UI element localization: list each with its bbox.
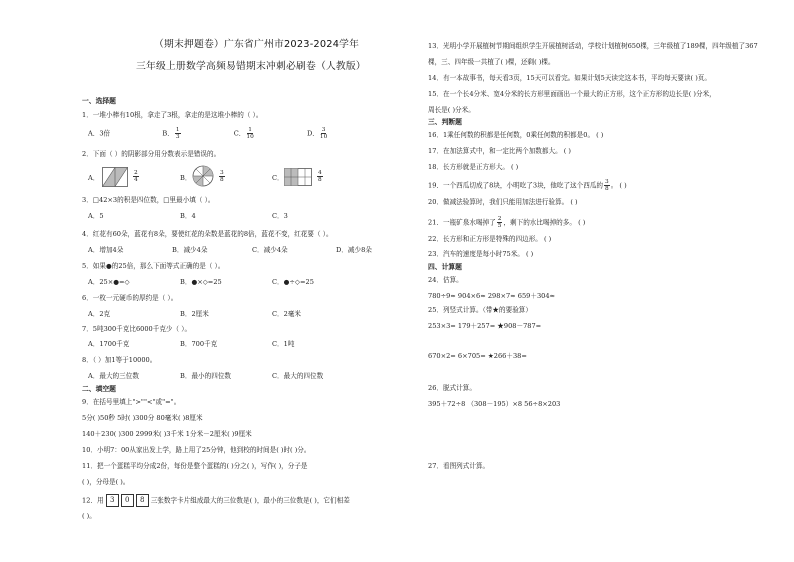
q5-option-a: A．25×●=◇ bbox=[88, 278, 130, 286]
q6-option-a: A．2克 bbox=[88, 310, 111, 318]
q6-option-c: C．2毫米 bbox=[272, 310, 302, 318]
q3-stem: 3．□42×3的积是四位数，□里最小填（ ）。 bbox=[82, 196, 215, 204]
q13-line-2: 棵，三、四年级一共植了( )棵，还剩( )棵。 bbox=[428, 58, 555, 66]
q12-card-3: 8 bbox=[136, 494, 149, 507]
q26-title: 26．脱式计算。 bbox=[428, 384, 476, 392]
q3-option-a: A．5 bbox=[88, 212, 104, 220]
q2-figure-b bbox=[192, 165, 214, 187]
q12-line-1: 12．用 3 0 8 三张数字卡片组成最大的三位数是( )，最小的三位数是( )，它们相差 bbox=[82, 494, 350, 507]
q20-line-1: 20．做减法验算时，我们只能用加法进行验算。 ( ) bbox=[428, 198, 578, 206]
section-choice: 一、选择题 bbox=[82, 97, 116, 105]
q8-option-b: B．最小的四位数 bbox=[180, 372, 232, 380]
q1-frac-b: $\frac{1}{3}$ bbox=[175, 127, 180, 141]
q24-title: 24．估算。 bbox=[428, 276, 463, 284]
q5-stem: 5．如果●的25倍，那么下面等式正确的是（ ）。 bbox=[82, 262, 225, 270]
q25-row-2: 670×2= 6×705= ★266＋38= bbox=[428, 352, 527, 360]
q7-option-c: C．1吨 bbox=[272, 340, 295, 348]
q18-line-1: 18．长方形就是正方形大。 ( ) bbox=[428, 163, 519, 171]
section-calc: 四、计算题 bbox=[428, 263, 462, 271]
q4-option-d: D．减少8朵 bbox=[336, 246, 372, 254]
q21-line-1: 21．一瓶矿泉水喝掉了 $\frac{2}{5}$ ，剩下的水比喝掉的多。 ( ) bbox=[428, 216, 586, 230]
q27-title: 27．看图列式计算。 bbox=[428, 462, 490, 470]
q6-stem: 6．一枚一元硬币的厚约是（ ）。 bbox=[82, 294, 178, 302]
q7-stem: 7．5吨300千克比6000千克少（ ）。 bbox=[82, 325, 192, 333]
q2-option-c-label: C． bbox=[272, 174, 284, 182]
q22-line-1: 22．长方形和正方形是特殊的四边形。 ( ) bbox=[428, 235, 552, 243]
q23-line-1: 23．汽车的速度是每小时75米。 ( ) bbox=[428, 250, 534, 258]
q2-frac-a: $\frac{2}{4}$ bbox=[134, 170, 138, 184]
q2-frac-c: $\frac{4}{8}$ bbox=[318, 170, 322, 184]
q10-line-1: 10．小明7：00从家出发上学，路上用了25分钟，他到校的时间是( )时( )分。 bbox=[82, 446, 311, 454]
q2-figure-a bbox=[102, 167, 128, 187]
q5-option-b: B．●×◇=25 bbox=[180, 278, 222, 286]
q17-line-1: 17．在加法算式中，和一定比两个加数都大。 ( ) bbox=[428, 147, 572, 155]
q19-line-1: 19．一个西瓜切成了8块，小明吃了3块，他吃了这个西瓜的 $\frac{3}{8}$ 。 ( ) bbox=[428, 179, 627, 193]
q2-figure-c bbox=[284, 168, 312, 186]
q3-option-b: B．4 bbox=[180, 212, 196, 220]
q11-line-2: ( )，分母是( )。 bbox=[82, 478, 130, 486]
q19-frac: $\frac{3}{8}$ bbox=[605, 179, 609, 193]
q6-option-b: B．2厘米 bbox=[180, 310, 209, 318]
q9-stem: 9．在括号里填上">""<"或"="。 bbox=[82, 398, 181, 406]
q4-stem: 4．红花有60朵，蓝花有8朵，要使红花的朵数是蓝花的8倍，蓝花不变，红花要（ ）。 bbox=[82, 230, 333, 238]
q3-option-c: C．3 bbox=[272, 212, 288, 220]
q8-option-c: C．最大的四位数 bbox=[272, 372, 324, 380]
q16-line-1: 16．1乘任何数的积都是任何数，0乘任何数的积都是0。 ( ) bbox=[428, 131, 604, 139]
q1-stem: 1．一堆小棒有10根，拿走了3根，拿走的是这堆小棒的（ ）。 bbox=[82, 111, 263, 119]
q8-stem: 8．（ ）加1等于10000。 bbox=[82, 356, 157, 364]
q26-row: 395＋72÷8 （308－195）×8 56÷8×203 bbox=[428, 400, 561, 408]
q1-frac-c: $\frac{1}{10}$ bbox=[246, 127, 254, 141]
q8-option-a: A．最大的三位数 bbox=[88, 372, 139, 380]
q12-card-1: 3 bbox=[106, 494, 119, 507]
q1-option-b: B． bbox=[162, 129, 174, 138]
q2-option-b-label: B． bbox=[180, 174, 192, 182]
q25-title: 25．列竖式计算。（带★的要验算） bbox=[428, 306, 532, 314]
q13-line-1: 13．光明小学开展植树节期间组织学生开展植树活动，学校计划植树650棵，三年级植了189棵，四年级植了367 bbox=[428, 42, 758, 50]
q15-line-1: 15．在一个长4分米、宽4分米的长方形里面画出一个最大的正方形，这个正方形的边长是( )分米， bbox=[428, 90, 716, 98]
q21-frac: $\frac{2}{5}$ bbox=[497, 216, 502, 230]
q7-option-a: A．1700千克 bbox=[88, 340, 130, 348]
q5-option-c: C．●÷◇=25 bbox=[272, 278, 314, 286]
q12-card-2: 0 bbox=[121, 494, 134, 507]
section-judge: 三、判断题 bbox=[428, 118, 462, 126]
q24-row: 780÷9≈ 904×6≈ 298×7≈ 659＋304≈ bbox=[428, 292, 556, 300]
q11-line-1: 11．把一个蛋糕平均分成2份，每份是整个蛋糕的( )分之( )，写作( )，分子是 bbox=[82, 462, 308, 470]
q25-row-1: 253×3= 179＋257= ★908－787= bbox=[428, 322, 542, 330]
q9-row-2: 140＋230( )300 2999米( )3千米 1分米－2厘米( )9厘米 bbox=[82, 430, 252, 438]
q12-line-2: ( )。 bbox=[82, 512, 96, 520]
q4-option-c: C．减少4朵 bbox=[252, 246, 288, 254]
q1-frac-d: $\frac{3}{10}$ bbox=[319, 127, 328, 141]
q2-frac-b: $\frac{3}{8}$ bbox=[220, 170, 224, 184]
q7-option-b: B．700千克 bbox=[180, 340, 218, 348]
q2-stem: 2．下面（ ）的阴影部分用分数表示是错误的。 bbox=[82, 150, 221, 158]
q14-line-1: 14．有一本故事书，每天看3页，15天可以看完。如果计划5天读完这本书，平均每天要读( )页。 bbox=[428, 74, 711, 82]
q2-option-a-label: A． bbox=[88, 174, 100, 182]
q1-options bbox=[88, 127, 328, 140]
title-line-2: 三年级上册数学高频易错期末冲刺必刷卷（人教版） bbox=[136, 61, 366, 72]
q4-option-b: B．减少4朵 bbox=[172, 246, 208, 254]
section-fill: 二、填空题 bbox=[82, 385, 116, 393]
q4-option-a: A．增加4朵 bbox=[88, 246, 124, 254]
q1-option-a: A．3倍 bbox=[88, 129, 111, 138]
title-line-1: （期末押题卷）广东省广州市2023-2024学年 bbox=[154, 39, 360, 50]
q1-option-d: D． bbox=[307, 129, 319, 138]
q15-line-2: 周长是( )分米。 bbox=[428, 106, 475, 114]
q9-row-1: 5分( )50秒 5时( )300分 80毫米( )8厘米 bbox=[82, 414, 203, 422]
q1-option-c: C． bbox=[233, 129, 246, 138]
